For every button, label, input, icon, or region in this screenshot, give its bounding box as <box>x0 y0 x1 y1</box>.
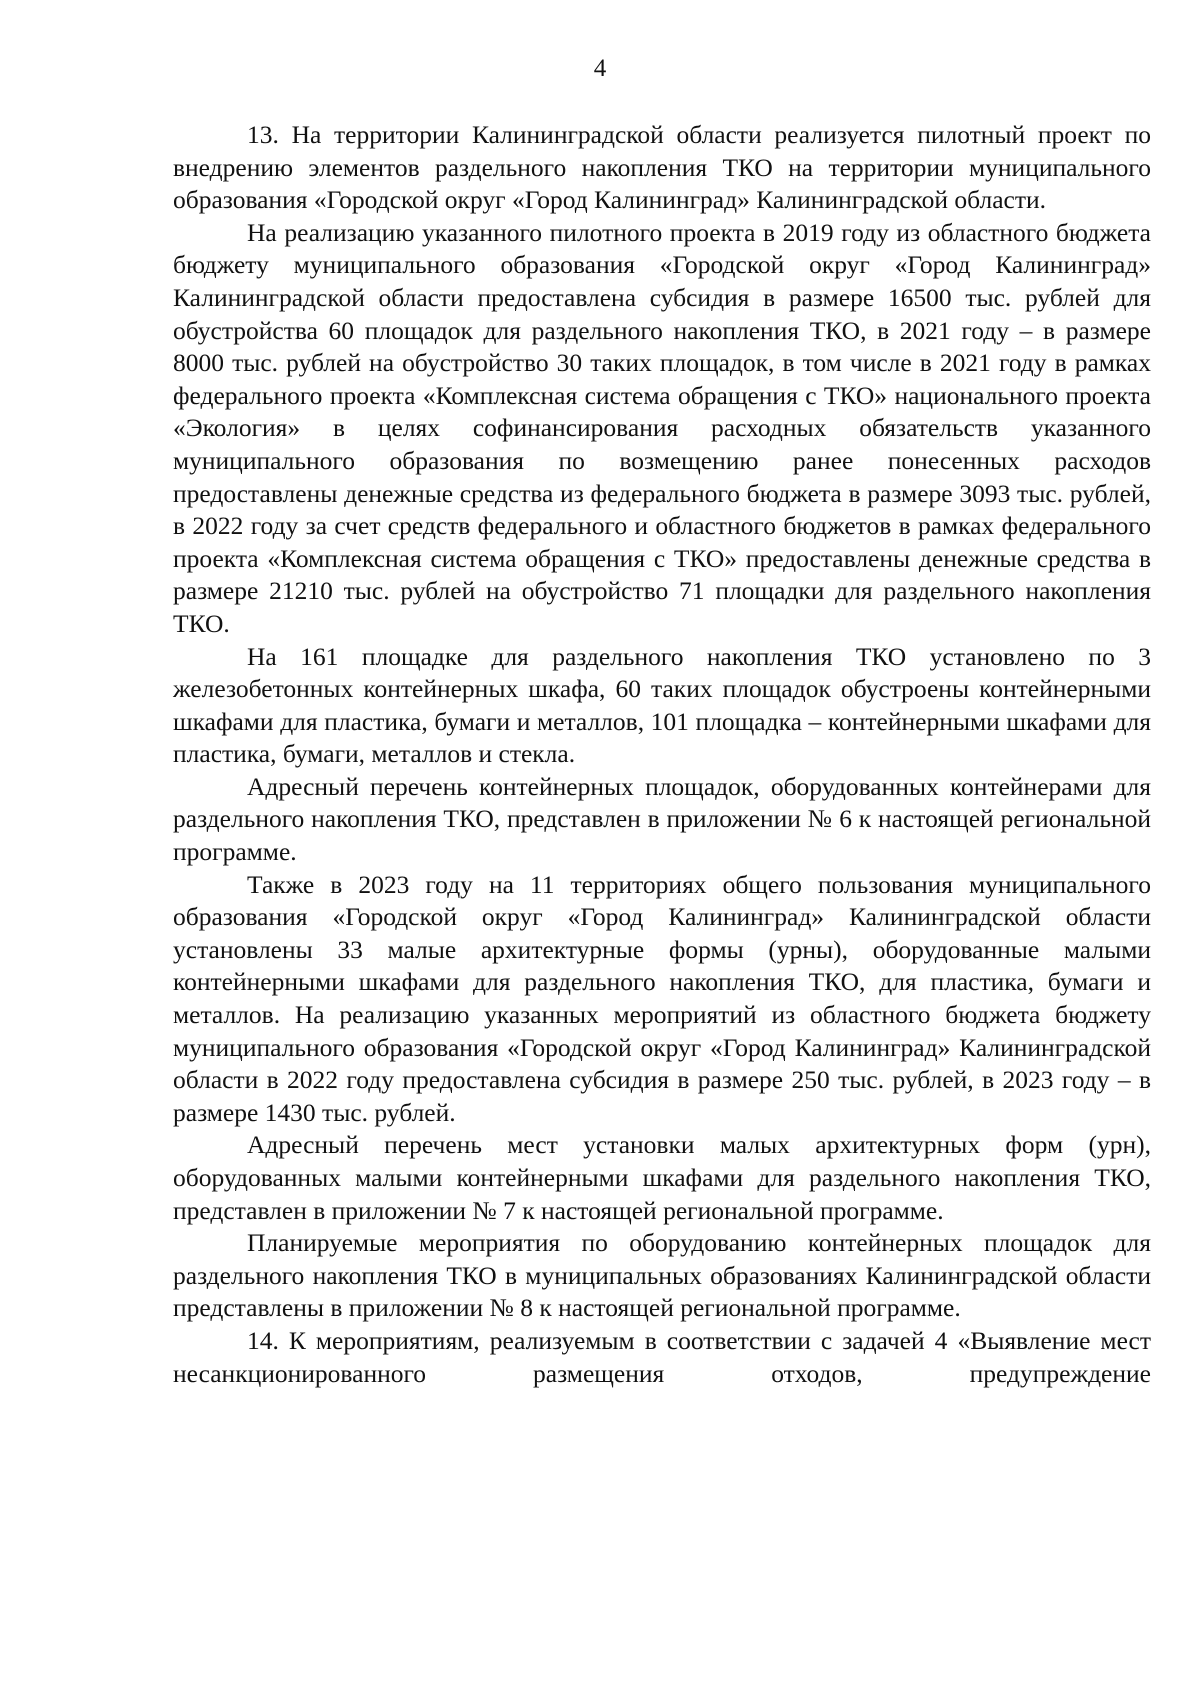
paragraph-14-start: 14. К мероприятиям, реализуемым в соответствии с задачей 4 «Выявление мест несанкционированного размещения отходов, предупреждение <box>173 1325 1151 1388</box>
document-body <box>173 119 1151 1390</box>
paragraph-address-list-appendix-7: Адресный перечень мест установки малых архитектурных форм (урн), оборудованных малыми контейнерными шкафами для раздельного накопления ТКО, представлен в приложении № 7 к настоящей региональной программе. <box>173 1130 1151 1225</box>
paragraph-address-list-appendix-6: Адресный перечень контейнерных площадок, оборудованных контейнерами для раздельного накопления ТКО, представлен в приложении № 6 к настоящей региональной программе. <box>173 771 1151 867</box>
paragraph-planned-measures-appendix-8: Планируемые мероприятия по оборудованию контейнерных площадок для раздельного накопления ТКО в муниципальных образованиях Калининградской области представлены в приложении № 8 к настоящей региональной программе. <box>173 1228 1151 1323</box>
page-number: 4 <box>593 55 607 82</box>
paragraph-pilot-funding: На реализацию указанного пилотного проекта в 2019 году из областного бюджета бюджету муниципального образования «Городской округ «Город Калининград» Калининградской области предоставлена субсидия в размере 16500 тыс. рублей для обустройства 60 площадок для раздельного накопления ТКО, в 2021 году – в размере 8000 тыс. рублей на обустройство 30 таких площадок, в том числе в 2021 году в рамках федерального проекта «Комплексная система обращения с ТКО» национального проекта «Экология» в целях софинансирования расходных обязательств указанного муниципального образования по возмещению ранее понесенных расходов предоставлены денежные средства из федерального бюджета в размере 3093 тыс. рублей, в 2022 году за счет средств федерального и областного бюджетов в рамках федерального проекта «Комплексная система обращения с ТКО» предоставлены денежные средства в размере 21210 тыс. рублей на обустройство 71 площадки для раздельного накопления ТКО. <box>173 217 1151 638</box>
paragraph-containers-installed: На 161 площадке для раздельного накопления ТКО установлено по 3 железобетонных контейнерных шкафа, 60 таких площадок обустроены контейнерными шкафами для пластика, бумаги и металлов, 101 площадка – контейнерными шкафами для пластика, бумаги, металлов и стекла. <box>173 641 1151 769</box>
paragraph-13-intro: 13. На территории Калининградской области реализуется пилотный проект по внедрению элементов раздельного накопления ТКО на территории муниципального образования «Городской округ «Город Калининград» Калининградской области. <box>173 120 1151 215</box>
paragraph-urns-2023: Также в 2023 году на 11 территориях общего пользования муниципального образования «Городской округ «Город Калининград» Калининградской области установлены 33 малые архитектурные формы (урны), оборудованные малыми контейнерными шкафами для раздельного накопления ТКО, для пластика, бумаги и металлов. На реализацию указанных мероприятий из областного бюджета бюджету муниципального образования «Городской округ «Город Калининград» Калининградской области в 2022 году предоставлена субсидия в размере 250 тыс. рублей, в 2023 году – в размере 1430 тыс. рублей. <box>173 869 1151 1127</box>
